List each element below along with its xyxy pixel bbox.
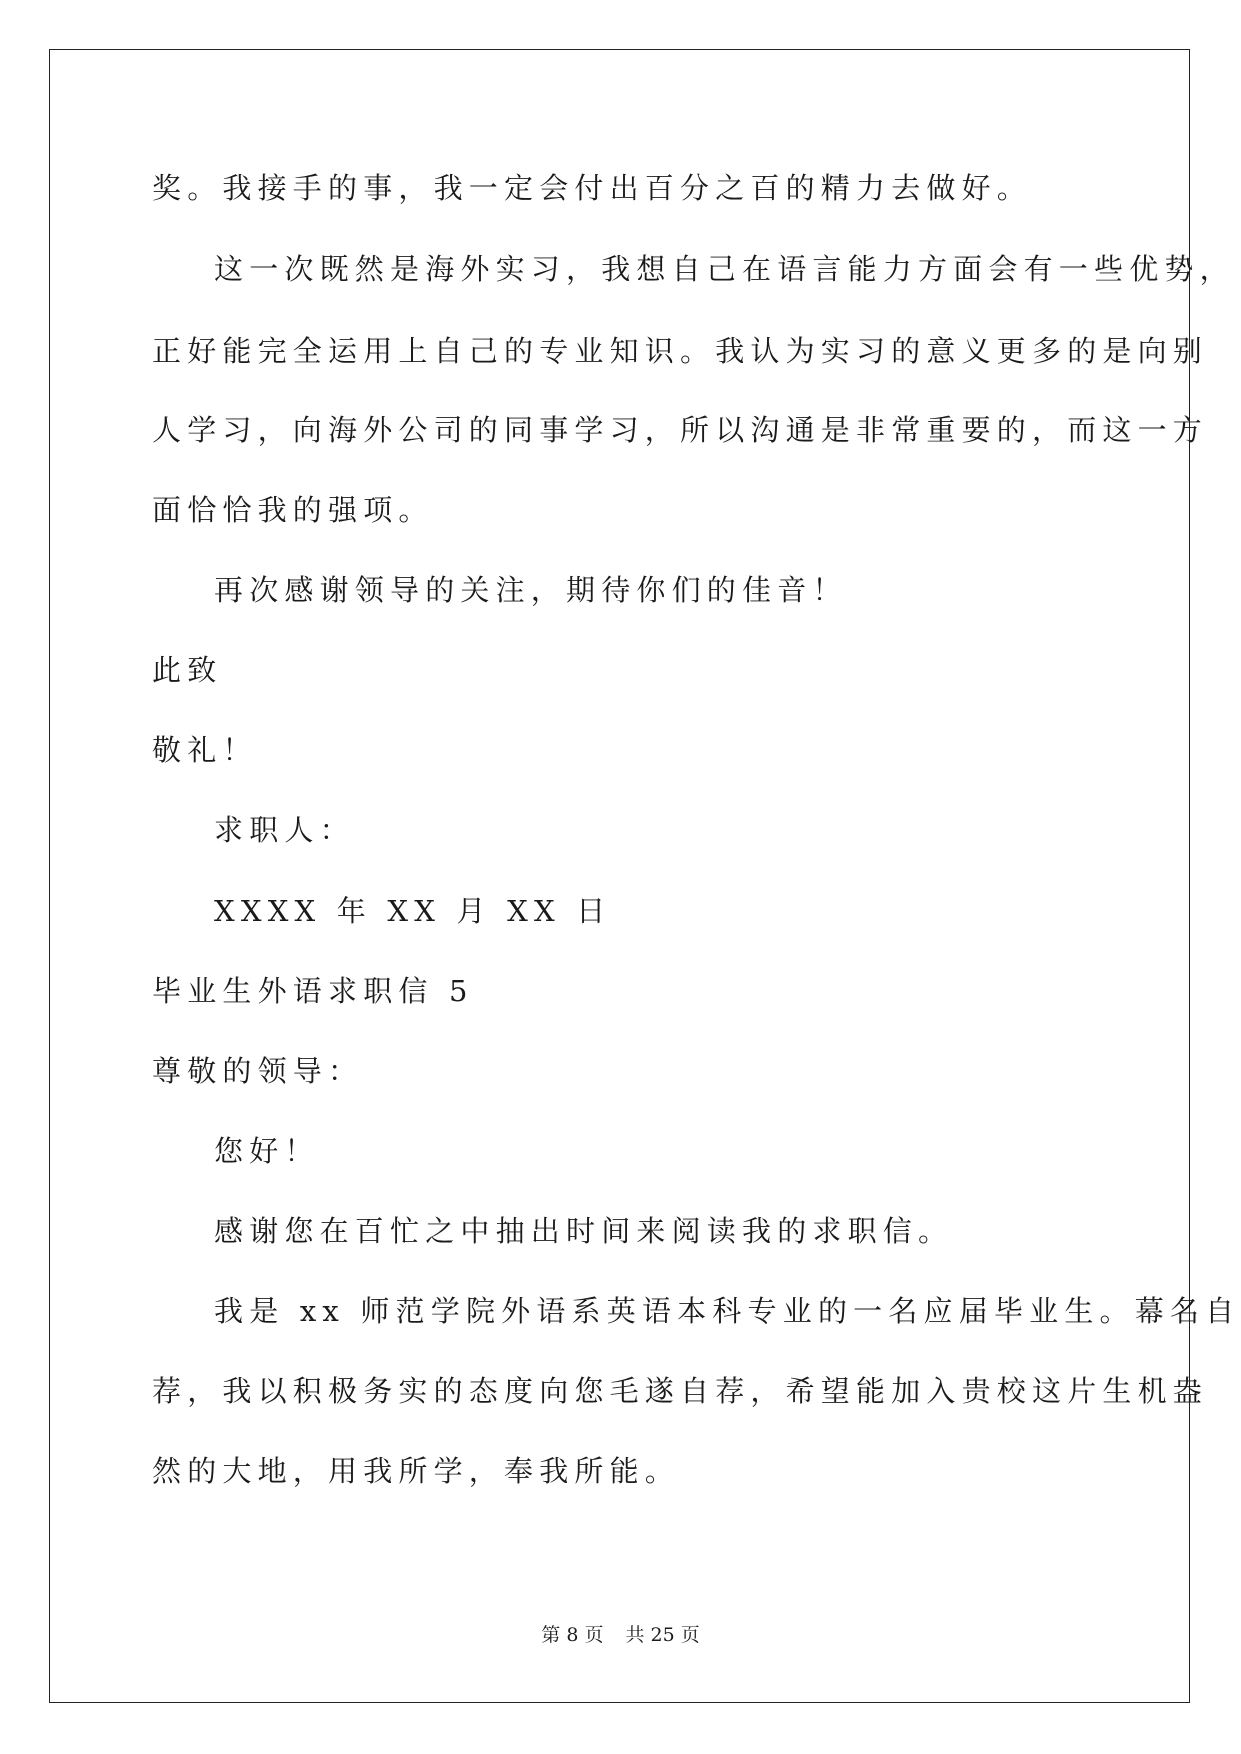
greeting: 您好！: [214, 1134, 320, 1168]
date-line: XXXX 年 XX 月 XX 日: [214, 894, 612, 928]
paragraph-line: 然的大地，用我所学，奉我所能。: [152, 1454, 681, 1488]
paragraph-line: 感谢您在百忙之中抽出时间来阅读我的求职信。: [214, 1214, 954, 1248]
paragraph-line: 正好能完全运用上自己的专业知识。我认为实习的意义更多的是向别: [152, 334, 1209, 368]
paragraph-line: 人学习，向海外公司的同事学习，所以沟通是非常重要的，而这一方: [152, 413, 1209, 447]
section-title: 毕业生外语求职信 5: [152, 974, 474, 1008]
paragraph-line: 面恰恰我的强项。: [152, 493, 434, 527]
paragraph-line: 这一次既然是海外实习，我想自己在语言能力方面会有一些优势，: [214, 252, 1235, 286]
page-footer: [0, 1623, 1241, 1647]
paragraph-line: 我是 xx 师范学院外语系英语本科专业的一名应届毕业生。幕名自: [214, 1294, 1241, 1328]
paragraph-line: 荐，我以积极务实的态度向您毛遂自荐，希望能加入贵校这片生机盎: [152, 1374, 1209, 1408]
page-number: 第 8 页: [541, 1624, 604, 1646]
paragraph-line: 再次感谢领导的关注，期待你们的佳音！: [214, 573, 848, 607]
paragraph-line: 奖。我接手的事，我一定会付出百分之百的精力去做好。: [152, 171, 1033, 205]
salutation-closing: 敬礼！: [152, 733, 258, 767]
signature-label: 求职人：: [214, 813, 355, 847]
salutation-closing: 此致: [152, 653, 223, 687]
page-total: 共 25 页: [625, 1624, 700, 1646]
greeting: 尊敬的领导：: [152, 1054, 364, 1088]
